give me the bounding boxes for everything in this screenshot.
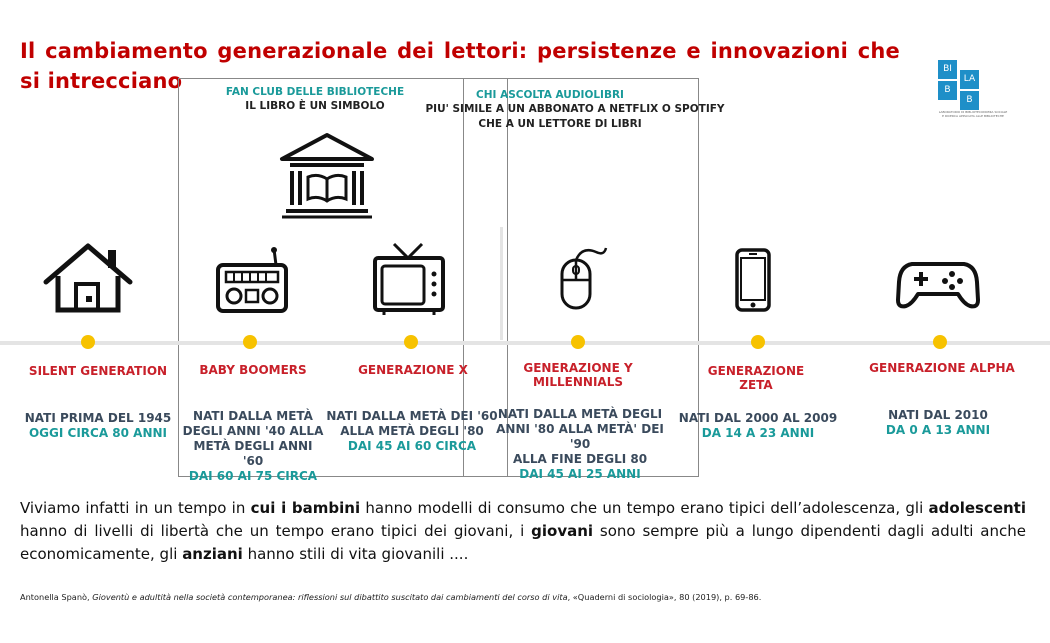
radio-icon — [214, 245, 290, 317]
desc-line: ALLA FINE DEGLI 80 — [512, 452, 648, 466]
desc-line: NATI DAL 2000 AL 2009 — [678, 411, 838, 425]
generation-name-y-line2: MILLENNIALS — [532, 375, 624, 389]
para-bold: anziani — [182, 545, 243, 563]
tv-icon — [372, 240, 446, 316]
citation-work: Gioventù e adultità nella società contemporanea: riflessioni sul dibattito suscitato dai cambiamenti del corso di vita — [92, 592, 568, 602]
desc-line: NATI DALLA METÀ DEGLI — [497, 407, 663, 421]
age-range: DA 14 A 23 ANNI — [701, 426, 815, 440]
para-text: hanno modelli di consumo che un tempo erano tipici dell’adolescenza, gli — [360, 499, 929, 517]
desc-line: NATI DAL 2010 — [888, 408, 988, 422]
generation-name-y — [508, 361, 648, 389]
desc-line: NATI DALLA METÀ — [193, 409, 313, 423]
age-range: OGGI CIRCA 80 ANNI — [28, 426, 168, 440]
generation-name-alpha: GENERAZIONE ALPHA — [869, 361, 1015, 375]
desc-line: METÀ DEGLI ANNI '60 — [193, 439, 313, 468]
timeline-dot — [571, 335, 585, 349]
audiolibri-line3: CHE A UN LETTORE DI LIBRI — [478, 118, 642, 130]
page-title: Il cambiamento generazionale dei lettori: persistenze e innovazioni che si intrecciano — [20, 39, 900, 93]
timeline-dot — [751, 335, 765, 349]
generation-desc-x — [326, 409, 498, 454]
body-paragraph — [20, 497, 1026, 566]
generation-name-silent: SILENT GENERATION — [28, 364, 168, 378]
house-icon — [42, 240, 134, 315]
para-text: sono sempre più a lungo dipendenti dagli adulti anche economicamente, gli — [20, 522, 1026, 563]
desc-line: NATI PRIMA DEL 1945 — [24, 411, 172, 425]
age-range: DAI 45 AI 25 ANNI — [519, 467, 641, 481]
bilabb-logo — [938, 60, 1008, 126]
library-icon — [278, 131, 376, 219]
citation — [20, 592, 1020, 602]
generation-name-x: GENERAZIONE X — [358, 363, 468, 377]
para-bold: cui i bambini — [250, 499, 361, 517]
generation-name-boomers: BABY BOOMERS — [199, 363, 307, 377]
para-text: hanno di livelli di libertà che un tempo erano tipici dei giovani, i — [20, 522, 532, 540]
audiolibri-line2: PIU' SIMILE A UN ABBONATO A NETFLIX O SPOTIFY — [425, 103, 725, 115]
logo-cell: B — [960, 91, 979, 110]
age-range: DAI 60 AI 75 CIRCA — [188, 469, 318, 483]
timeline-dot — [81, 335, 95, 349]
generation-desc-zeta — [678, 411, 838, 441]
timeline-dot — [243, 335, 257, 349]
para-bold: giovani — [531, 522, 594, 540]
para-bold: adolescenti — [928, 499, 1026, 517]
generation-desc-alpha — [868, 408, 1008, 438]
desc-line: NATI DALLA METÀ DEI '60 — [326, 409, 498, 423]
smartphone-icon — [735, 248, 771, 312]
fan-club-subtitle: IL LIBRO È UN SIMBOLO — [245, 100, 385, 112]
timeline-dot — [404, 335, 418, 349]
generation-name-y-line1: GENERAZIONE Y — [523, 361, 633, 375]
generation-name-zeta: GENERAZIONE ZETA — [707, 364, 805, 392]
age-range: DAI 45 AI 60 CIRCA — [347, 439, 477, 453]
desc-line: ALLA METÀ DEGLI '80 — [340, 424, 484, 438]
timeline-tick — [500, 227, 503, 340]
audiolibri-title: CHI ASCOLTA AUDIOLIBRI — [476, 89, 624, 101]
citation-author: Antonella Spanò, — [20, 592, 93, 602]
timeline-axis — [0, 341, 1050, 345]
generation-desc-boomers — [182, 409, 324, 484]
gamepad-icon — [896, 260, 980, 310]
citation-rest: , «Quaderni di sociologia», 80 (2019), p. 69-86. — [567, 592, 762, 602]
desc-line: DEGLI ANNI '40 ALLA — [182, 424, 324, 438]
logo-cell: LA — [960, 70, 979, 89]
logo-caption: LABORATORIO DI BIBLIOTECONOMIA SOCIALE E RICERCA APPLICATA ALLE BIBLIOTECHE — [938, 110, 1008, 118]
desc-line: ANNI '80 ALLA METÀ' DEI '90 — [496, 422, 664, 451]
para-text: Viviamo infatti in un tempo in — [20, 499, 251, 517]
timeline-dot — [933, 335, 947, 349]
age-range: DA 0 A 13 ANNI — [885, 423, 991, 437]
logo-cell: B — [938, 81, 957, 100]
generation-desc-silent — [20, 411, 176, 441]
generation-desc-y — [490, 407, 670, 482]
mouse-icon — [556, 244, 610, 312]
para-text: hanno stili di vita giovanili .... — [242, 545, 469, 563]
fan-club-title: FAN CLUB DELLE BIBLIOTECHE — [225, 86, 405, 98]
logo-cell: BI — [938, 60, 957, 79]
